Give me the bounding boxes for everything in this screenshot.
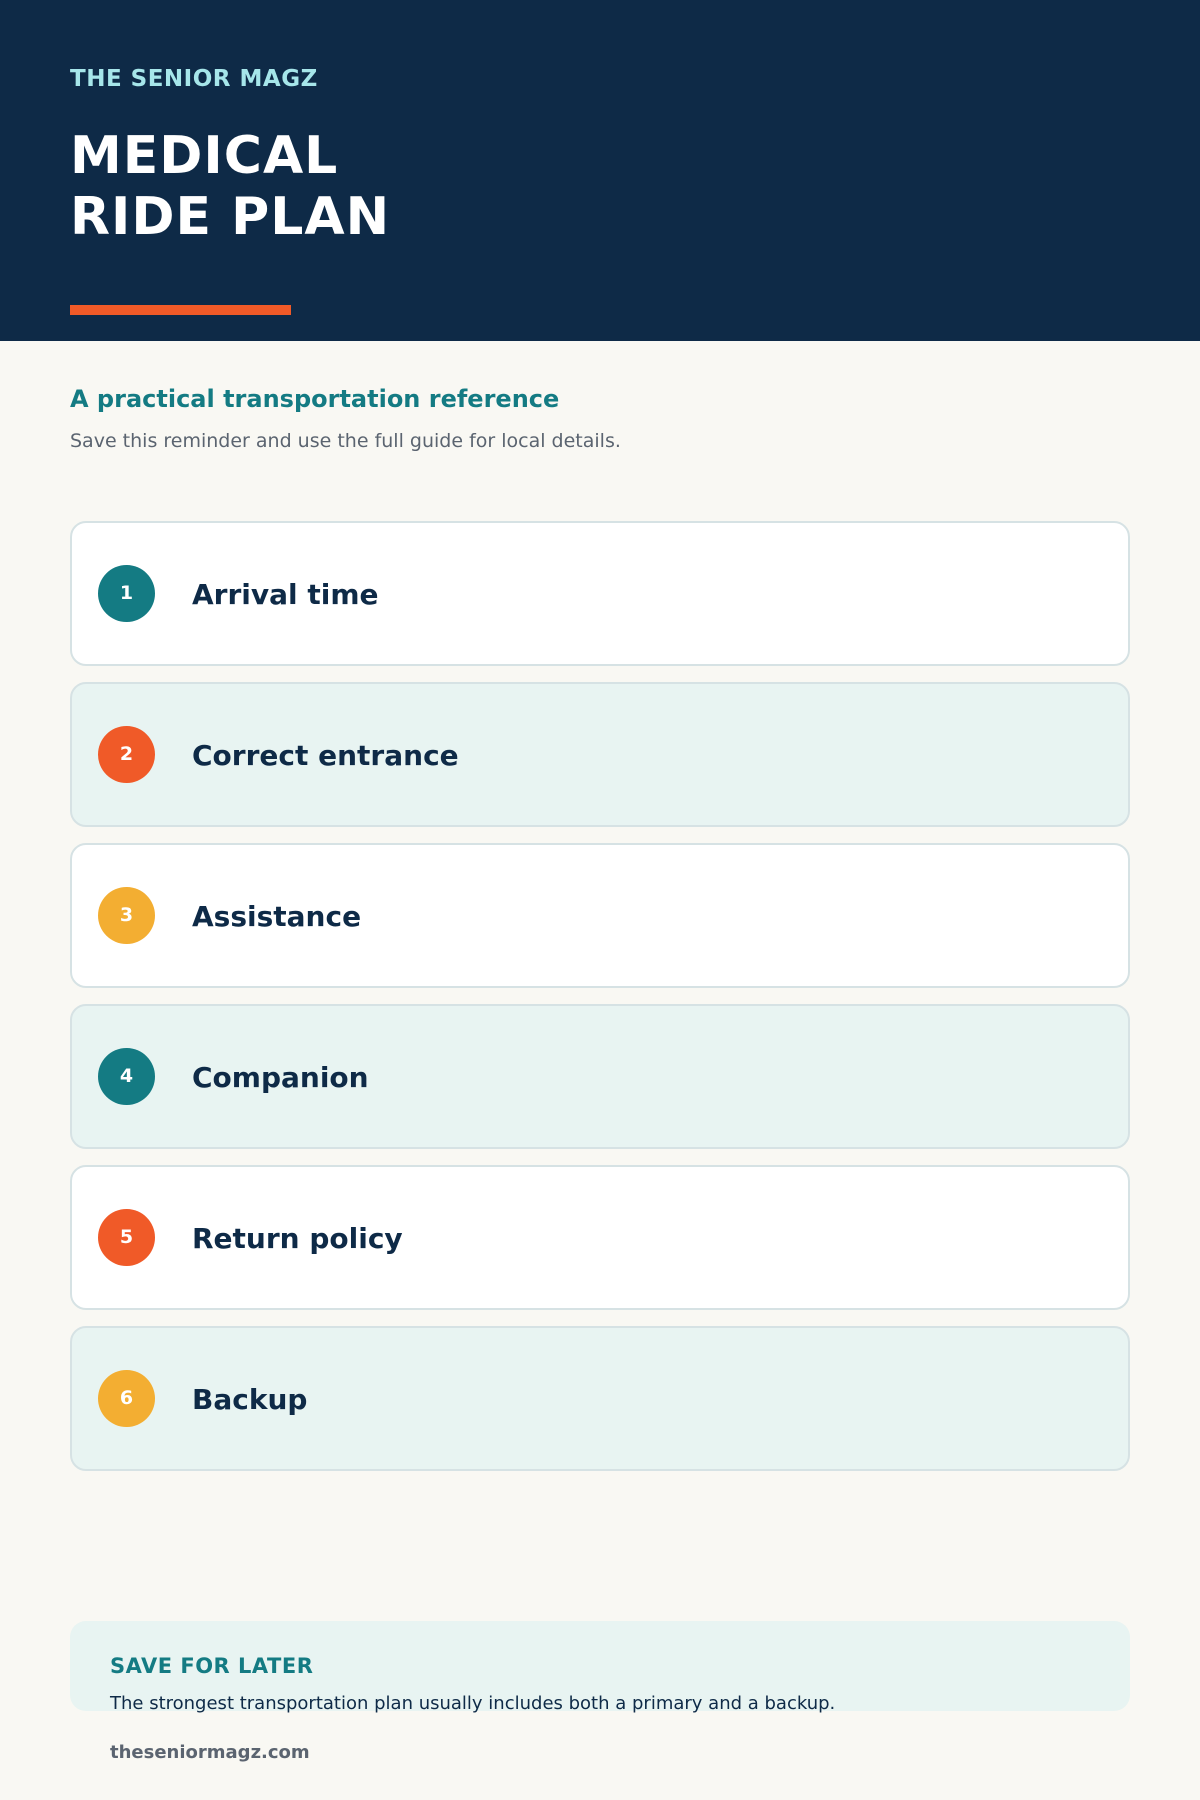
header-banner — [0, 0, 1200, 341]
number-badge: 6 — [98, 1370, 155, 1427]
checklist-item-label: Correct entrance — [192, 739, 459, 772]
number-badge: 4 — [98, 1048, 155, 1105]
number-badge: 5 — [98, 1209, 155, 1266]
checklist-item-label: Return policy — [192, 1222, 403, 1255]
page-title — [70, 126, 390, 248]
page-title-line-1: MEDICAL — [70, 126, 339, 186]
checklist-item-return-policy — [70, 1165, 1130, 1310]
number-badge: 2 — [98, 726, 155, 783]
checklist-item-label: Companion — [192, 1061, 369, 1094]
number-badge: 3 — [98, 887, 155, 944]
number-badge: 1 — [98, 565, 155, 622]
page-title-line-2: RIDE PLAN — [70, 187, 391, 247]
checklist-item-label: Assistance — [192, 900, 362, 933]
checklist-item-assistance — [70, 843, 1130, 988]
checklist-item-label: Arrival time — [192, 578, 379, 611]
footer-website: theseniormagz.com — [110, 1742, 310, 1763]
save-for-later-title: SAVE FOR LATER — [110, 1654, 314, 1678]
subtitle: A practical transportation reference — [70, 385, 560, 413]
save-for-later-text: The strongest transportation plan usually includes both a primary and a backup. — [110, 1693, 836, 1714]
brand-name: THE SENIOR MAGZ — [70, 66, 318, 92]
checklist-item-companion — [70, 1004, 1130, 1149]
checklist — [70, 521, 1130, 1487]
intro-text: Save this reminder and use the full guide for local details. — [70, 430, 621, 452]
title-accent-bar — [70, 305, 291, 315]
checklist-item-correct-entrance — [70, 682, 1130, 827]
checklist-item-arrival-time — [70, 521, 1130, 666]
checklist-item-label: Backup — [192, 1383, 308, 1416]
checklist-item-backup — [70, 1326, 1130, 1471]
